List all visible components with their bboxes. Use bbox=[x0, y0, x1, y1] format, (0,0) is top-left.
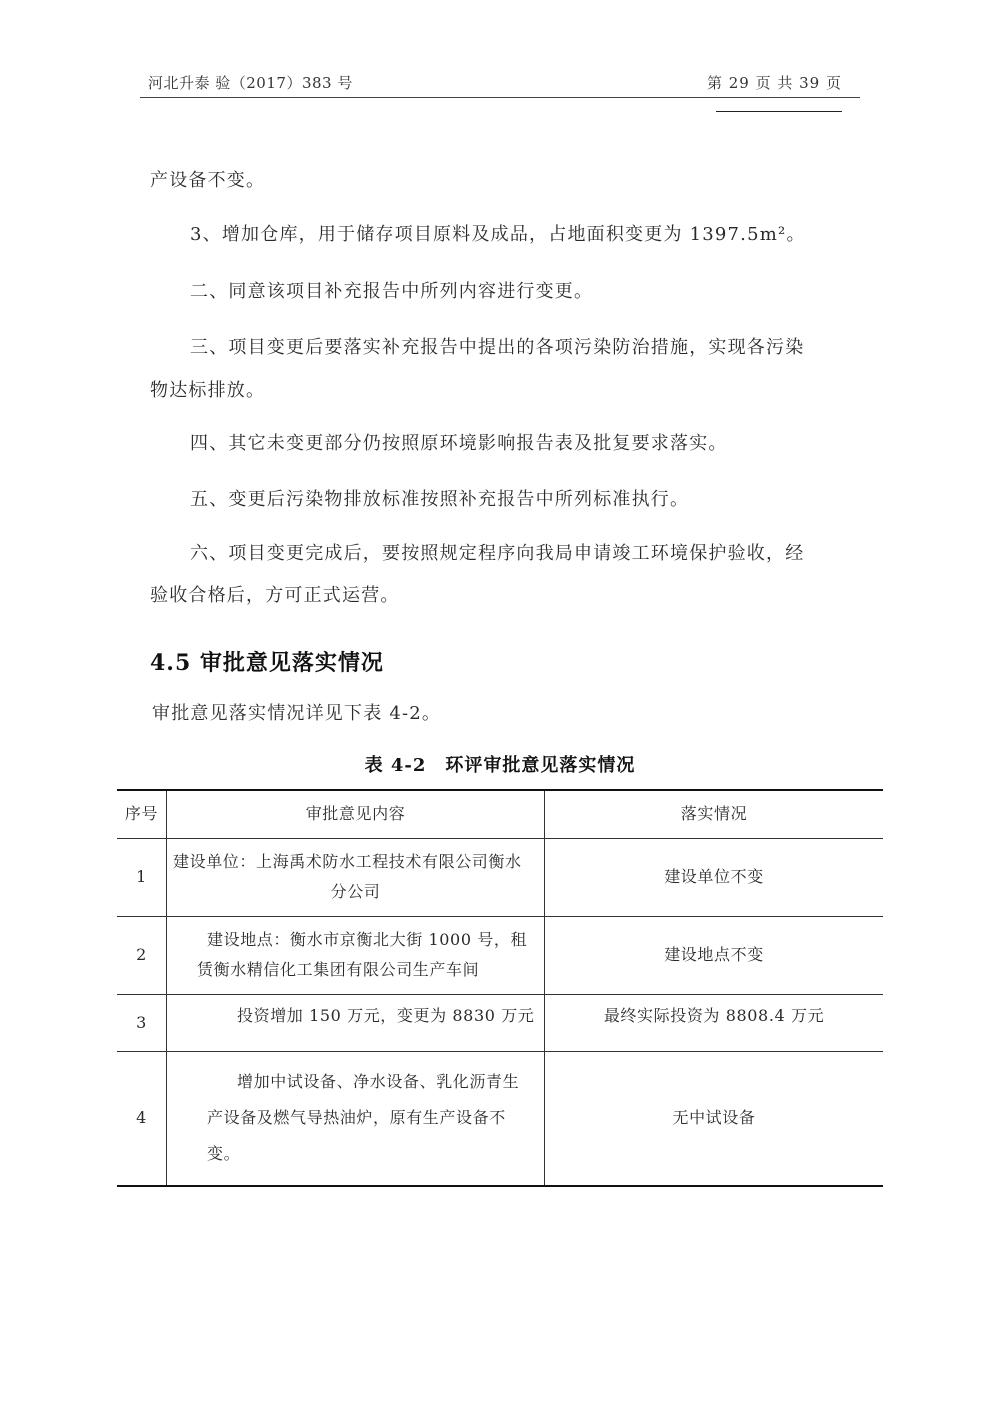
table-caption: 表 4-2 环评审批意见落实情况 bbox=[364, 755, 636, 776]
paragraph: 三、项目变更后要落实补充报告中提出的各项污染防治措施，实现各污染 bbox=[190, 337, 805, 358]
table-header-row bbox=[117, 790, 883, 838]
section-intro: 审批意见落实情况详见下表 4-2。 bbox=[152, 703, 442, 724]
row-status: 建设单位不变 bbox=[545, 838, 884, 916]
paragraph: 产设备不变。 bbox=[150, 170, 266, 191]
row-no: 4 bbox=[117, 1051, 167, 1186]
row-no: 1 bbox=[117, 838, 167, 916]
paragraph: 二、同意该项目补充报告中所列内容进行变更。 bbox=[190, 281, 594, 302]
row-status: 无中试设备 bbox=[545, 1051, 884, 1186]
row-no: 3 bbox=[117, 994, 167, 1051]
paragraph: 四、其它未变更部分仍按照原环境影响报告表及批复要求落实。 bbox=[190, 433, 728, 454]
table-row bbox=[117, 916, 883, 994]
header-rule bbox=[140, 97, 860, 98]
row-content: 建设地点：衡水市京衡北大街 1000 号，租 赁衡水精信化工集团有限公司生产车间 bbox=[167, 916, 545, 994]
section-title: 4.5 审批意见落实情况 bbox=[150, 650, 384, 676]
header-status: 落实情况 bbox=[545, 790, 884, 838]
paragraph: 验收合格后，方可正式运营。 bbox=[150, 585, 400, 606]
table-row bbox=[117, 838, 883, 916]
page-info: 第 29 页 共 39 页 bbox=[706, 74, 842, 92]
header-no: 序号 bbox=[117, 790, 167, 838]
table-row bbox=[117, 994, 883, 1051]
row-content: 建设单位：上海禹术防水工程技术有限公司衡水 分公司 bbox=[167, 838, 545, 916]
paragraph: 物达标排放。 bbox=[150, 380, 266, 401]
document-number: 河北升泰 验（2017）383 号 bbox=[148, 74, 353, 92]
row-content: 增加中试设备、净水设备、乳化沥青生 产设备及燃气导热油炉，原有生产设备不 变。 bbox=[167, 1051, 545, 1186]
header-content: 审批意见内容 bbox=[167, 790, 545, 838]
row-content: 投资增加 150 万元，变更为 8830 万元 bbox=[167, 994, 545, 1051]
paragraph: 五、变更后污染物排放标准按照补充报告中所列标准执行。 bbox=[190, 489, 690, 510]
table-row bbox=[117, 1051, 883, 1186]
row-status: 建设地点不变 bbox=[545, 916, 884, 994]
header-short-rule bbox=[716, 111, 842, 112]
paragraph: 3、增加仓库，用于储存项目原料及成品，占地面积变更为 1397.5m²。 bbox=[190, 224, 806, 245]
row-no: 2 bbox=[117, 916, 167, 994]
paragraph: 六、项目变更完成后，要按照规定程序向我局申请竣工环境保护验收，经 bbox=[190, 543, 805, 564]
row-status: 最终实际投资为 8808.4 万元 bbox=[545, 994, 884, 1051]
approval-table bbox=[117, 789, 883, 1187]
